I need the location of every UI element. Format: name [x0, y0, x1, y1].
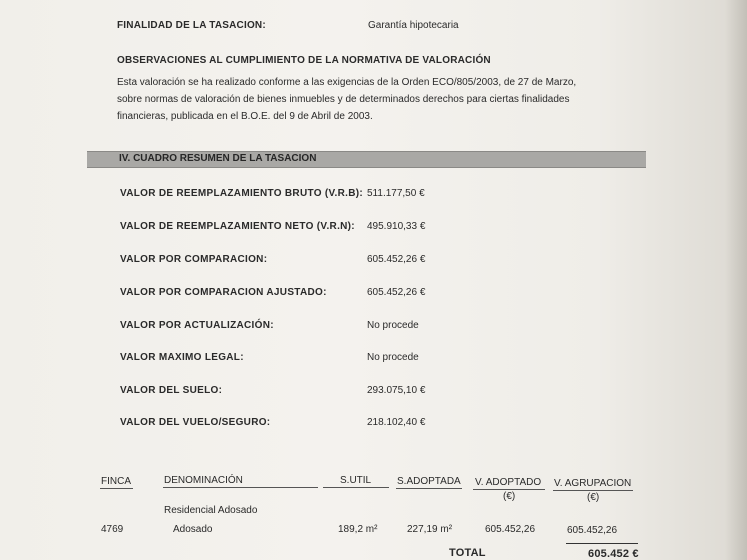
- header-underline: [396, 488, 462, 489]
- header-underline: [473, 489, 545, 490]
- header-underline: [100, 488, 133, 489]
- group-name: Residencial Adosado: [164, 505, 258, 516]
- total-label: TOTAL: [449, 547, 486, 559]
- observaciones-line: sobre normas de valoración de bienes inmuebles y de determinados derechos para ciertas finalidades: [117, 94, 570, 105]
- header-vadoptado-unit: (€): [503, 491, 516, 502]
- summary-value-vrn: 495.910,33 €: [367, 221, 426, 232]
- cell-sadoptada: 227,19 m²: [407, 524, 453, 535]
- header-sutil: S.UTIL: [340, 475, 372, 486]
- summary-label-vrn: VALOR DE REEMPLAZAMIENTO NETO (V.R.N):: [120, 221, 355, 232]
- cell-denominacion: Adosado: [173, 524, 213, 535]
- header-underline: [553, 490, 633, 491]
- summary-value-suelo: 293.075,10 €: [367, 385, 426, 396]
- page-edge-shadow: [725, 0, 747, 560]
- cell-vagrupacion: 605.452,26: [567, 525, 618, 536]
- summary-value-comparacion: 605.452,26 €: [367, 254, 426, 265]
- total-rule: [566, 543, 638, 544]
- summary-label-actualizacion: VALOR POR ACTUALIZACIÓN:: [120, 320, 274, 331]
- summary-value-maximo-legal: No procede: [367, 352, 419, 363]
- observaciones-line: financieras, publicada en el B.O.E. del 9 de Abril de 2003.: [117, 111, 373, 122]
- header-sadoptada: S.ADOPTADA: [397, 476, 461, 487]
- summary-label-vrb: VALOR DE REEMPLAZAMIENTO BRUTO (V.R.B):: [120, 188, 364, 199]
- summary-label-comparacion-ajustado: VALOR POR COMPARACION AJUSTADO:: [120, 287, 327, 298]
- header-vagrupacion: V. AGRUPACION: [554, 478, 632, 489]
- observaciones-line: Esta valoración se ha realizado conforme a las exigencias de la Orden ECO/805/2003, de 27 de Marzo,: [117, 77, 577, 88]
- summary-label-vuelo: VALOR DEL VUELO/SEGURO:: [120, 417, 271, 428]
- cell-finca: 4769: [101, 524, 124, 535]
- cell-sutil: 189,2 m²: [338, 524, 378, 535]
- finalidad-value: Garantía hipotecaria: [368, 20, 459, 31]
- observaciones-paragraph: [117, 74, 597, 125]
- summary-value-actualizacion: No procede: [367, 320, 419, 331]
- total-value: 605.452 €: [588, 548, 639, 560]
- header-denominacion: DENOMINACIÓN: [164, 475, 243, 486]
- observaciones-title: OBSERVACIONES AL CUMPLIMIENTO DE LA NORMATIVA DE VALORACIÓN: [117, 55, 491, 66]
- header-underline: [163, 487, 318, 488]
- header-finca: FINCA: [101, 476, 131, 487]
- summary-value-vrb: 511.177,50 €: [367, 188, 425, 199]
- cell-vadoptado: 605.452,26: [485, 524, 536, 535]
- header-vagrupacion-unit: (€): [587, 492, 600, 503]
- summary-label-suelo: VALOR DEL SUELO:: [120, 385, 223, 396]
- summary-label-comparacion: VALOR POR COMPARACION:: [120, 254, 268, 265]
- summary-value-comparacion-ajustado: 605.452,26 €: [367, 287, 426, 298]
- section-header-bar: [87, 151, 646, 168]
- finalidad-label: FINALIDAD DE LA TASACION:: [117, 20, 266, 31]
- header-vadoptado: V. ADOPTADO: [475, 477, 542, 488]
- summary-label-maximo-legal: VALOR MAXIMO LEGAL:: [120, 352, 244, 363]
- header-underline: [323, 487, 389, 488]
- summary-value-vuelo: 218.102,40 €: [367, 417, 426, 428]
- section-title: IV. CUADRO RESUMEN DE LA TASACION: [119, 153, 317, 164]
